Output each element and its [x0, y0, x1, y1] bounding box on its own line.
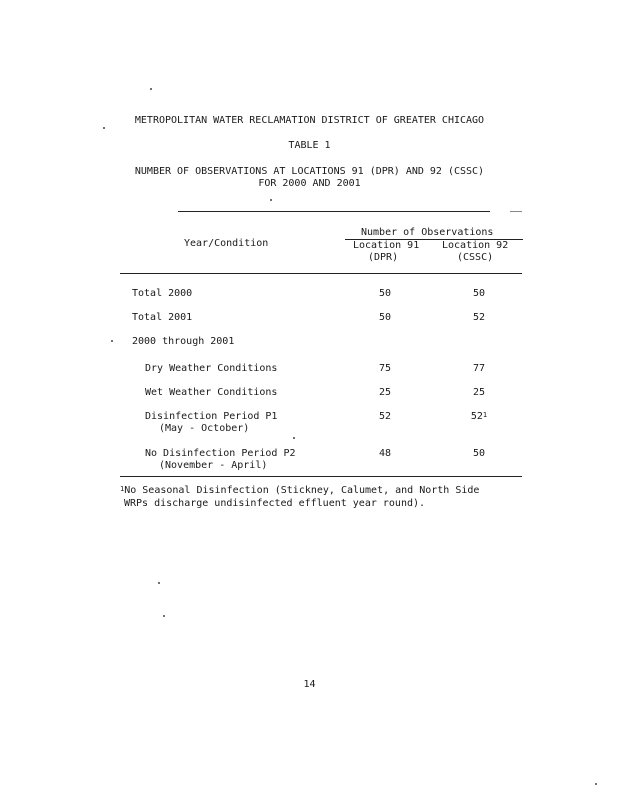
row-value-dpr: 50	[378, 288, 392, 299]
table-top-rule	[178, 211, 490, 212]
footnote-mark: 1	[120, 485, 125, 493]
row-value-cssc: 50	[472, 448, 486, 459]
observations-group-header: Number of Observations	[361, 227, 494, 238]
row-value-dpr: 75	[378, 363, 392, 374]
row-value-cssc-number: 52	[470, 411, 483, 422]
table-title-line2: FOR 2000 AND 2001	[258, 178, 361, 189]
row-value-cssc: 52	[472, 312, 486, 323]
row-value-cssc: 77	[472, 363, 486, 374]
row-label: Total 2001	[132, 312, 193, 323]
col2-header-line1: Location 92	[442, 240, 509, 251]
row-sublabel: (May - October)	[159, 423, 250, 434]
col1-header-line1: Location 91	[353, 240, 420, 251]
row-label: Total 2000	[132, 288, 193, 299]
footnote-reference: 1	[482, 411, 488, 419]
row-label: Dry Weather Conditions	[145, 363, 278, 374]
scan-speck	[158, 582, 160, 584]
table-title-line1: NUMBER OF OBSERVATIONS AT LOCATIONS 91 (DPR) AND 92 (CSSC)	[134, 166, 485, 177]
table-top-rule-tail	[510, 211, 522, 212]
row-value-cssc: 25	[472, 387, 486, 398]
scan-speck	[150, 88, 152, 90]
scan-speck	[270, 199, 272, 201]
row-label: No Disinfection Period P2	[145, 448, 296, 459]
scan-speck	[163, 615, 165, 617]
footnote-text-line1: No Seasonal Disinfection (Stickney, Calumet, and North Side	[124, 485, 480, 496]
col1-header-line2: (DPR)	[368, 252, 399, 263]
scan-speck	[111, 340, 113, 342]
scan-speck	[293, 437, 295, 439]
table-label: TABLE 1	[288, 140, 331, 151]
col2-header-line2: (CSSC)	[457, 252, 494, 263]
table-header-rule	[120, 273, 522, 274]
row-value-cssc	[449, 411, 509, 423]
row-value-dpr: 50	[378, 312, 392, 323]
row-value-cssc: 50	[472, 288, 486, 299]
row-sublabel: (November - April)	[159, 460, 268, 471]
agency-name: METROPOLITAN WATER RECLAMATION DISTRICT OF GREATER CHICAGO	[134, 115, 485, 126]
row-label: Wet Weather Conditions	[145, 387, 278, 398]
footnote-line1	[120, 485, 479, 497]
row-header: Year/Condition	[184, 238, 269, 249]
row-value-dpr: 48	[378, 448, 392, 459]
row-value-dpr: 52	[378, 411, 392, 422]
footnote-line2: WRPs discharge undisinfected effluent year round).	[124, 498, 426, 509]
row-label: 2000 through 2001	[132, 336, 235, 347]
row-label: Disinfection Period P1	[145, 411, 278, 422]
scan-speck	[595, 783, 597, 785]
row-value-dpr: 25	[378, 387, 392, 398]
scan-speck	[103, 127, 105, 129]
table-bottom-rule	[120, 476, 522, 477]
page-number: 14	[303, 679, 316, 690]
